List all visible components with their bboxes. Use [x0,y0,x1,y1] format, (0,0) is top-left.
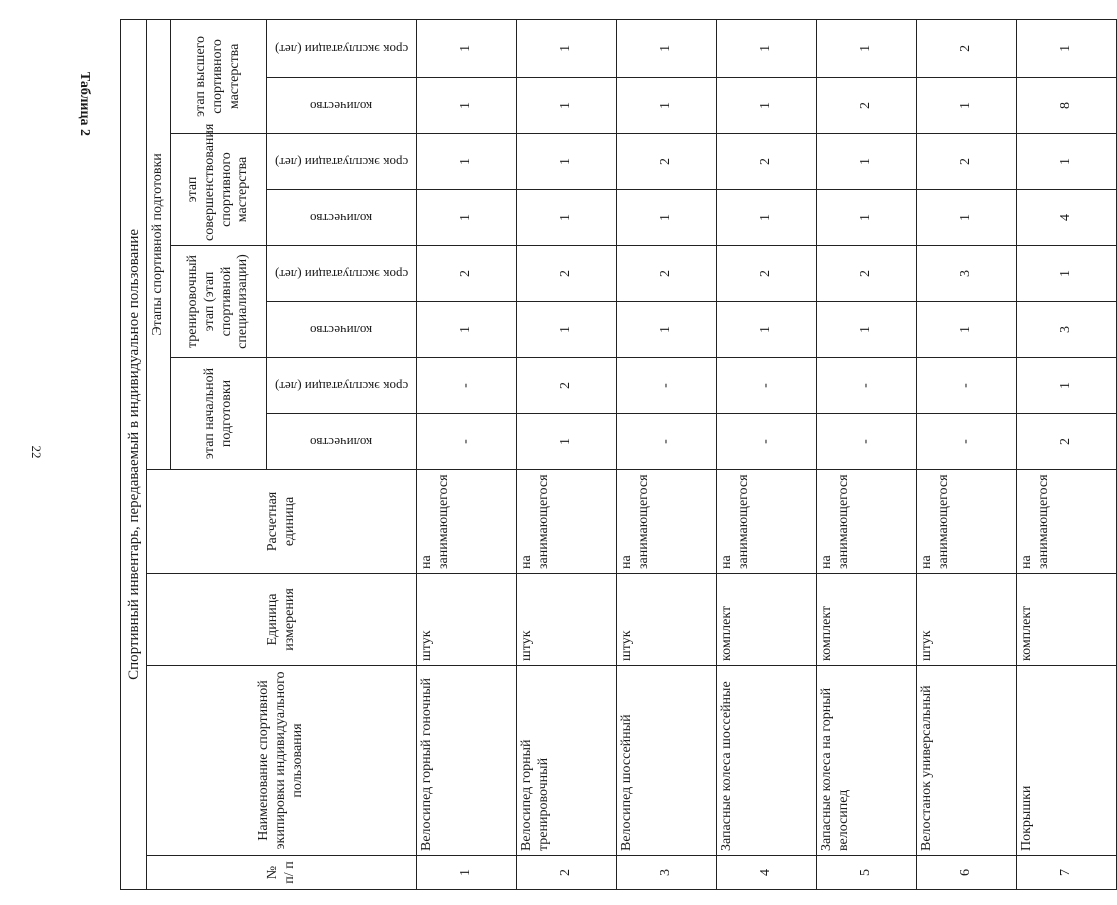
equipment-table [120,19,1117,890]
header-name: Наименование спортивной экипировки индивидуального пользования [147,666,417,856]
service-life-cell: 1 [617,19,717,77]
item-calc-unit: на занимающегося [517,470,617,574]
table-row [617,19,717,889]
row-number: 1 [417,856,517,890]
service-life-cell: 1 [417,134,517,190]
page-number: 22 [29,445,44,459]
service-life-cell: 1 [717,19,817,77]
quantity-cell: - [417,414,517,470]
quantity-cell: 1 [617,302,717,358]
item-name: Велосипед шоссейный [617,666,717,856]
quantity-cell: 2 [1017,414,1117,470]
quantity-cell: 1 [417,302,517,358]
header-qty-2 [267,302,417,358]
service-life-cell: 1 [517,19,617,77]
quantity-cell: 2 [817,78,917,134]
item-calc-unit: на занимающегося [617,470,717,574]
quantity-cell: - [917,414,1017,470]
item-unit: комплект [1017,574,1117,666]
quantity-cell: 1 [417,78,517,134]
quantity-cell: 3 [1017,302,1117,358]
service-life-cell: 1 [417,19,517,77]
header-life-3 [267,134,417,190]
service-life-cell: 1 [1017,134,1117,190]
service-life-cell: 2 [517,246,617,302]
item-unit: комплект [817,574,917,666]
quantity-cell: 1 [517,414,617,470]
service-life-cell: 2 [917,134,1017,190]
quantity-cell: 1 [517,302,617,358]
item-name: Запасные колеса на горный велосипед [817,666,917,856]
header-stages-title: Этапы спортивной подготовки [147,19,171,469]
quantity-cell: 1 [917,78,1017,134]
item-unit: штук [517,574,617,666]
row-number: 7 [1017,856,1117,890]
item-unit: комплект [717,574,817,666]
service-life-cell: 2 [717,246,817,302]
quantity-cell: 1 [617,78,717,134]
header-life-4 [267,19,417,77]
item-calc-unit: на занимающегося [917,470,1017,574]
quantity-cell: - [617,414,717,470]
item-unit: штук [417,574,517,666]
header-unit: Единица измерения [147,574,417,666]
header-life-label: срок эксплуатации (лет) [274,41,409,57]
row-number: 2 [517,856,617,890]
header-num: № п/ п [147,856,417,890]
service-life-cell: 2 [717,134,817,190]
item-calc-unit: на занимающегося [817,470,917,574]
header-stage-2: тренировочный этап (этап спортивной специализации) [171,246,267,358]
table-caption: Таблица 2 [77,71,92,137]
service-life-cell: 2 [817,246,917,302]
quantity-cell: 1 [917,190,1017,246]
service-life-cell: 2 [617,134,717,190]
header-qty-label: количество [310,210,373,226]
quantity-cell: 1 [717,78,817,134]
quantity-cell: - [817,414,917,470]
header-life-label: срок эксплуатации (лет) [274,266,409,282]
row-number: 6 [917,856,1017,890]
item-name: Покрышки [1017,666,1117,856]
service-life-cell: 1 [1017,358,1117,414]
item-unit: штук [617,574,717,666]
table-row [517,19,617,889]
header-life-label: срок эксплуатации (лет) [274,154,409,170]
row-number: 4 [717,856,817,890]
quantity-cell: - [717,414,817,470]
header-qty-1 [267,414,417,470]
quantity-cell: 1 [517,190,617,246]
header-life-label: срок эксплуатации (лет) [274,378,409,394]
item-calc-unit: на занимающегося [717,470,817,574]
header-stage-1: этап начальной подготовки [171,358,267,470]
header-qty-label: количество [310,98,373,114]
service-life-cell: 1 [817,134,917,190]
service-life-cell: 1 [1017,246,1117,302]
item-name: Запасные колеса шоссейные [717,666,817,856]
service-life-cell: - [717,358,817,414]
table-row [817,19,917,889]
service-life-cell: 1 [517,134,617,190]
header-life-1 [267,358,417,414]
quantity-cell: 8 [1017,78,1117,134]
quantity-cell: 1 [717,302,817,358]
header-calc: Расчетная единица [147,470,417,574]
table-row [1017,19,1117,889]
service-life-cell: - [417,358,517,414]
header-stage-3: этап совершенствования спортивного мастерства [171,134,267,246]
header-life-2 [267,246,417,302]
item-calc-unit: на занимающегося [1017,470,1117,574]
service-life-cell: 2 [917,19,1017,77]
service-life-cell: 2 [617,246,717,302]
item-name: Велосипед горный гоночный [417,666,517,856]
header-stage-4: этап высшего спортивного мастерства [171,19,267,133]
service-life-cell: - [817,358,917,414]
quantity-cell: 1 [517,78,617,134]
table-row [417,19,517,889]
table-container [120,10,1074,890]
row-number: 3 [617,856,717,890]
header-qty-3 [267,190,417,246]
header-qty-4 [267,78,417,134]
service-life-cell: 1 [1017,19,1117,77]
service-life-cell: 2 [517,358,617,414]
item-name: Велостанок универсальный [917,666,1017,856]
item-calc-unit: на занимающегося [417,470,517,574]
quantity-cell: 1 [617,190,717,246]
quantity-cell: 1 [417,190,517,246]
service-life-cell: - [917,358,1017,414]
table-row [717,19,817,889]
header-qty-label: количество [310,322,373,338]
item-unit: штук [917,574,1017,666]
quantity-cell: 1 [917,302,1017,358]
quantity-cell: 1 [817,302,917,358]
table-row [917,19,1017,889]
quantity-cell: 1 [817,190,917,246]
header-qty-label: количество [310,434,373,450]
service-life-cell: 3 [917,246,1017,302]
quantity-cell: 1 [717,190,817,246]
service-life-cell: - [617,358,717,414]
service-life-cell: 1 [817,19,917,77]
table-title: Спортивный инвентарь, передаваемый в индивидуальное пользование [121,19,147,889]
item-name: Велосипед горный тренировочный [517,666,617,856]
service-life-cell: 2 [417,246,517,302]
row-number: 5 [817,856,917,890]
quantity-cell: 4 [1017,190,1117,246]
